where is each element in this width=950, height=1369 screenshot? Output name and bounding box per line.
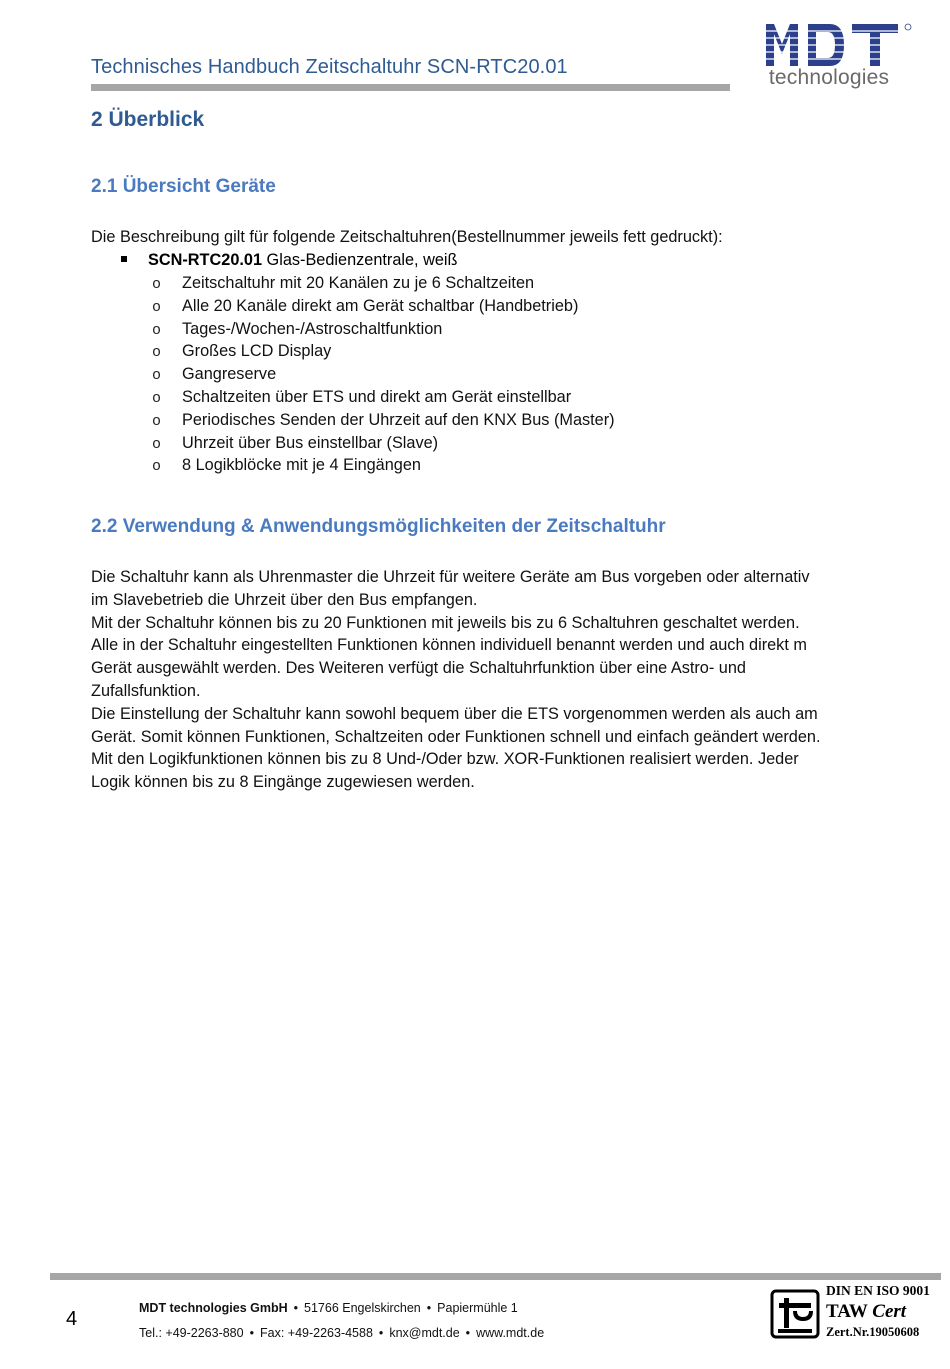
logo-subtitle: technologies — [768, 66, 890, 89]
cert-name: TAW Cert — [826, 1301, 907, 1322]
cert-standard: DIN EN ISO 9001 — [826, 1283, 930, 1298]
circle-bullet-icon: o — [152, 435, 162, 453]
city: 51766 Engelskirchen — [304, 1301, 421, 1315]
text-line: Alle in der Schaltuhr eingestellten Funktionen können individuell benannt werden und auch direkt m — [91, 636, 807, 655]
text-line: Die Schaltuhr kann als Uhrenmaster die Uhrzeit für weitere Geräte am Bus vorgeben oder alternativ — [91, 568, 810, 586]
section-title: 2 Überblick — [91, 108, 205, 131]
devices-intro: Die Beschreibung gilt für folgende Zeitschaltuhren(Bestellnummer jeweils fett gedruckt): — [91, 228, 723, 246]
list-item: o Alle 20 Kanäle direkt am Gerät schaltbar (Handbetrieb) — [152, 295, 615, 318]
footer-contact: Tel.: +49-2263-880 • Fax: +49-2263-4588 • knx@mdt.de • www.mdt.de — [139, 1326, 545, 1340]
circle-bullet-icon: o — [152, 344, 162, 362]
fax: Fax: +49-2263-4588 — [259, 1326, 373, 1340]
subsection-title-usage: 2.2 Verwendung & Anwendungsmöglichkeiten der Zeitschaltuhr — [91, 516, 666, 537]
circle-bullet-icon: o — [152, 412, 162, 430]
mdt-logo — [764, 22, 914, 94]
document-title: Technisches Handbuch Zeitschaltuhr SCN-RTC20.01 — [91, 56, 568, 78]
footer-address: MDT technologies GmbH • 51766 Engelskirchen • Papiermühle 1 — [139, 1301, 518, 1315]
list-item: o Zeitschaltuhr mit 20 Kanälen zu je 6 Schaltzeiten — [152, 272, 615, 295]
company-name: MDT technologies GmbH — [139, 1301, 288, 1315]
product-item — [121, 249, 457, 272]
subsection-title-devices: 2.1 Übersicht Geräte — [91, 176, 276, 197]
text-line: im Slavebetrieb die Uhrzeit über den Bus empfangen. — [91, 590, 478, 609]
circle-bullet-icon: o — [152, 367, 162, 385]
text-line: Zufallsfunktion. — [91, 681, 201, 700]
list-item: o Schaltzeiten über ETS und direkt am Gerät einstellbar — [152, 386, 615, 409]
text-line: Gerät ausgewählt werden. Des Weiteren verfügt die Schaltuhrfunktion über eine Astro- und — [91, 659, 746, 678]
list-item: o Großes LCD Display — [152, 340, 615, 363]
text-line: Mit der Schaltuhr können bis zu 20 Funktionen mit jeweils bis zu 6 Schaltuhren geschaltet werden. — [91, 613, 800, 632]
list-item: o Tages-/Wochen-/Astroschaltfunktion — [152, 318, 615, 341]
street: Papiermühle 1 — [437, 1301, 518, 1315]
feature-list — [152, 272, 615, 477]
footer-divider — [50, 1273, 941, 1280]
circle-bullet-icon: o — [152, 389, 162, 407]
circle-bullet-icon: o — [152, 276, 162, 293]
website-link[interactable]: www.mdt.de — [476, 1326, 545, 1340]
text-line: Logik können bis zu 8 Eingänge zugewiesen werden. — [91, 773, 475, 792]
page-number: 4 — [66, 1308, 78, 1330]
list-item: o Gangreserve — [152, 363, 615, 386]
text-line: Mit den Logikfunktionen können bis zu 8 Und-/Oder bzw. XOR-Funktionen realisiert werden. Jeder — [91, 750, 799, 769]
product-description: Glas-Bedienzentrale, weiß — [262, 251, 458, 269]
usage-paragraph — [91, 566, 821, 794]
phone: Tel.: +49-2263-880 — [139, 1326, 244, 1340]
list-item: o Uhrzeit über Bus einstellbar (Slave) — [152, 432, 615, 455]
circle-bullet-icon: o — [152, 321, 162, 339]
product-code: SCN-RTC20.01 — [148, 251, 263, 269]
header-divider — [91, 84, 730, 91]
mdt-logo-icon — [764, 22, 914, 68]
circle-bullet-icon: o — [152, 458, 162, 476]
list-item: o 8 Logikblöcke mit je 4 Eingängen — [152, 454, 615, 477]
cert-number: Zert.Nr.19050608 — [826, 1325, 920, 1339]
certification-badge — [770, 1283, 940, 1345]
text-line: Die Einstellung der Schaltuhr kann sowohl bequem über die ETS vorgenommen werden als auch am — [91, 704, 818, 723]
text-line: Gerät. Somit können Funktionen, Schaltzeiten oder Funktionen schnell und einfach geändert werden. — [91, 727, 821, 746]
taw-cert-logo-icon — [770, 1289, 820, 1339]
email-link[interactable]: knx@mdt.de — [389, 1326, 460, 1340]
square-bullet-icon — [121, 256, 127, 262]
circle-bullet-icon: o — [152, 298, 162, 316]
list-item: o Periodisches Senden der Uhrzeit auf den KNX Bus (Master) — [152, 409, 615, 432]
